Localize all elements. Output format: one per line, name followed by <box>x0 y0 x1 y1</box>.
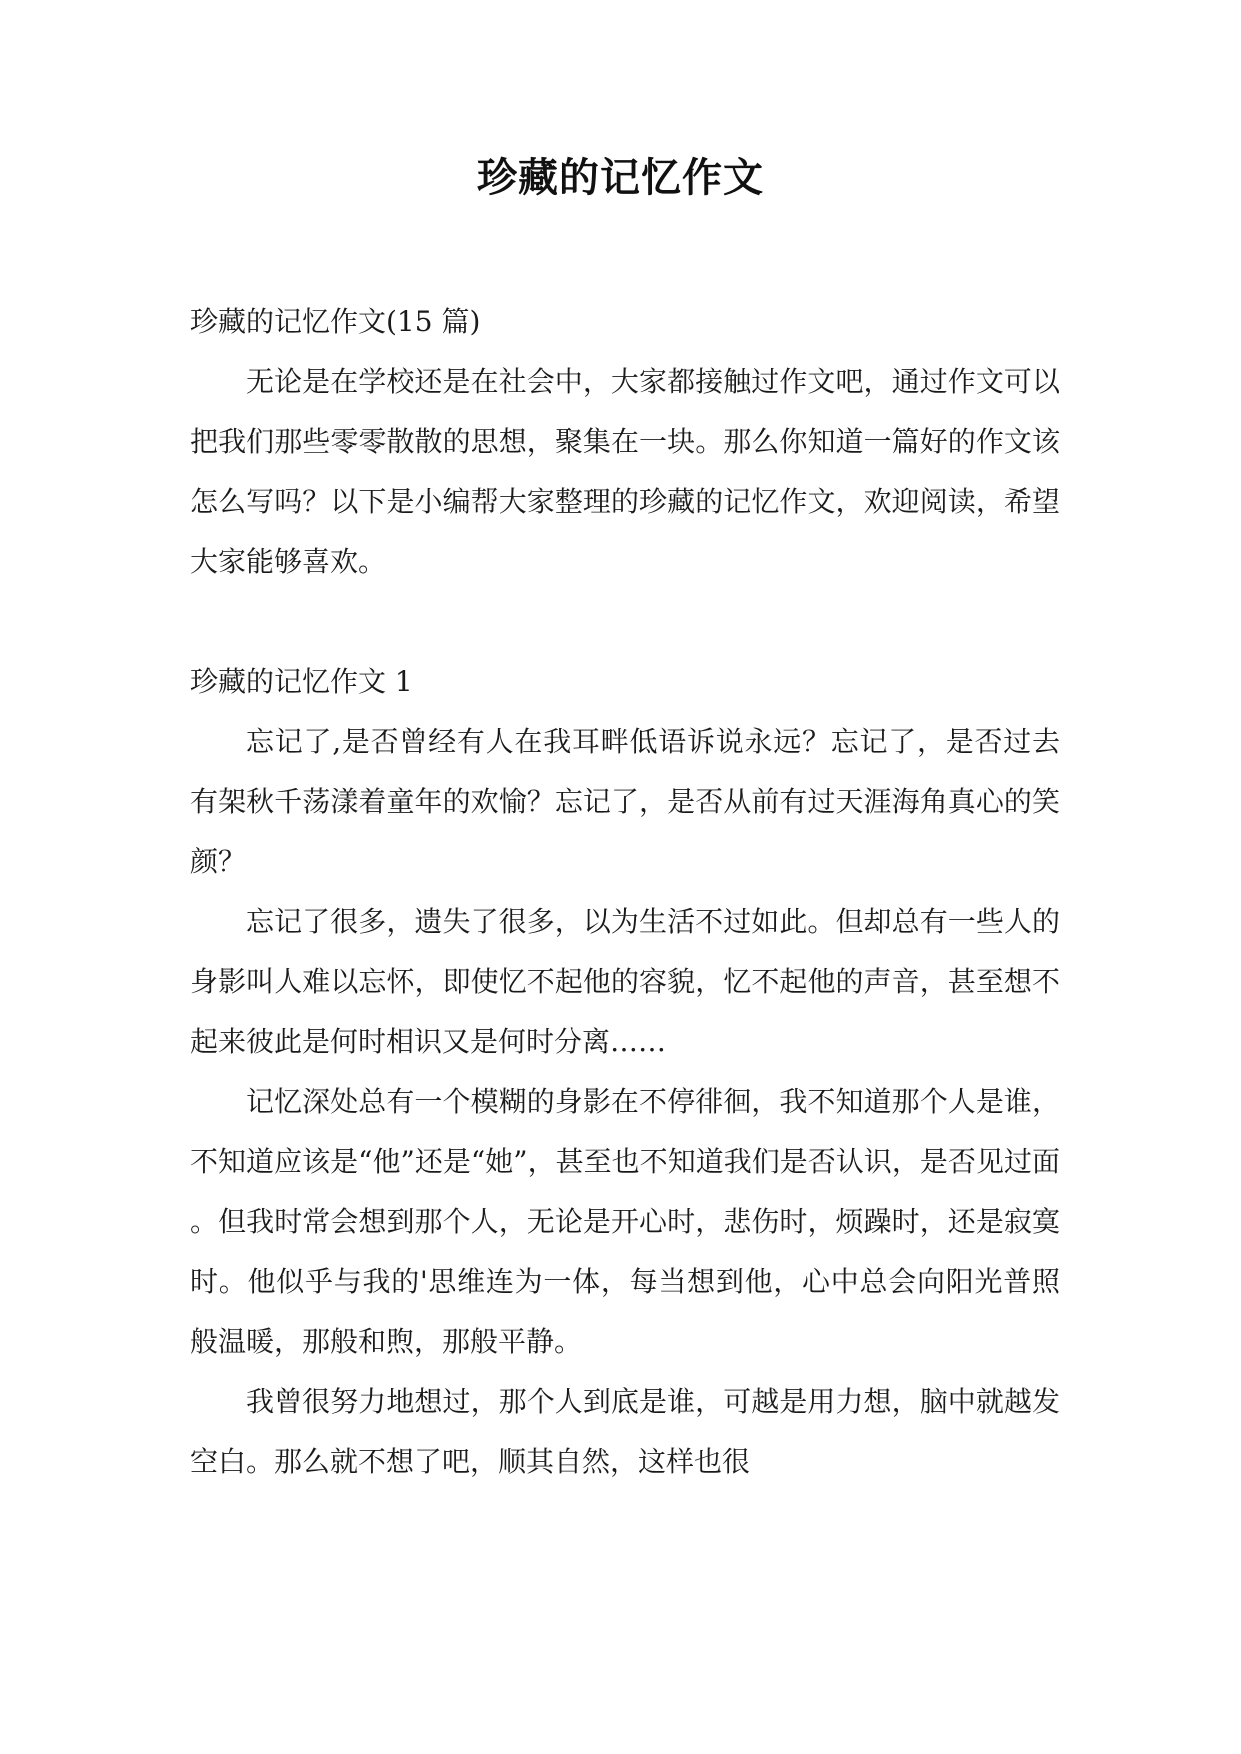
document-subtitle: 珍藏的记忆作文(15 篇) <box>190 305 481 338</box>
document-title: 珍藏的记忆作文 <box>477 155 764 201</box>
section-spacer <box>190 592 1060 652</box>
document-body <box>190 292 1060 1492</box>
body-paragraph: 忘记了,是否曾经有人在我耳畔低语诉说永远？忘记了，是否过去有架秋千荡漾着童年的欢愉？忘记了，是否从前有过天涯海角真心的笑颜？ <box>190 725 1060 878</box>
section-heading: 珍藏的记忆作文 1 <box>190 665 413 698</box>
body-paragraph: 我曾很努力地想过，那个人到底是谁，可越是用力想，脑中就越发空白。那么就不想了吧，顺其自然，这样也很 <box>190 1385 1060 1478</box>
body-paragraph: 忘记了很多，遗失了很多，以为生活不过如此。但却总有一些人的身影叫人难以忘怀，即使忆不起他的容貌，忆不起他的声音，甚至想不起来彼此是何时相识又是何时分离…… <box>190 905 1060 1058</box>
body-paragraph: 记忆深处总有一个模糊的身影在不停徘徊，我不知道那个人是谁，不知道应该是“他”还是“她”，甚至也不知道我们是否认识，是否见过面。但我时常会想到那个人，无论是开心时，悲伤时，烦躁时，还是寂寞时。他似乎与我的'思维连为一体，每当想到他，心中总会向阳光普照般温暖，那般和煦，那般平静。 <box>190 1085 1060 1358</box>
intro-paragraph: 无论是在学校还是在社会中，大家都接触过作文吧，通过作文可以把我们那些零零散散的思想，聚集在一块。那么你知道一篇好的作文该怎么写吗？以下是小编帮大家整理的珍藏的记忆作文，欢迎阅读，希望大家能够喜欢。 <box>190 365 1060 578</box>
